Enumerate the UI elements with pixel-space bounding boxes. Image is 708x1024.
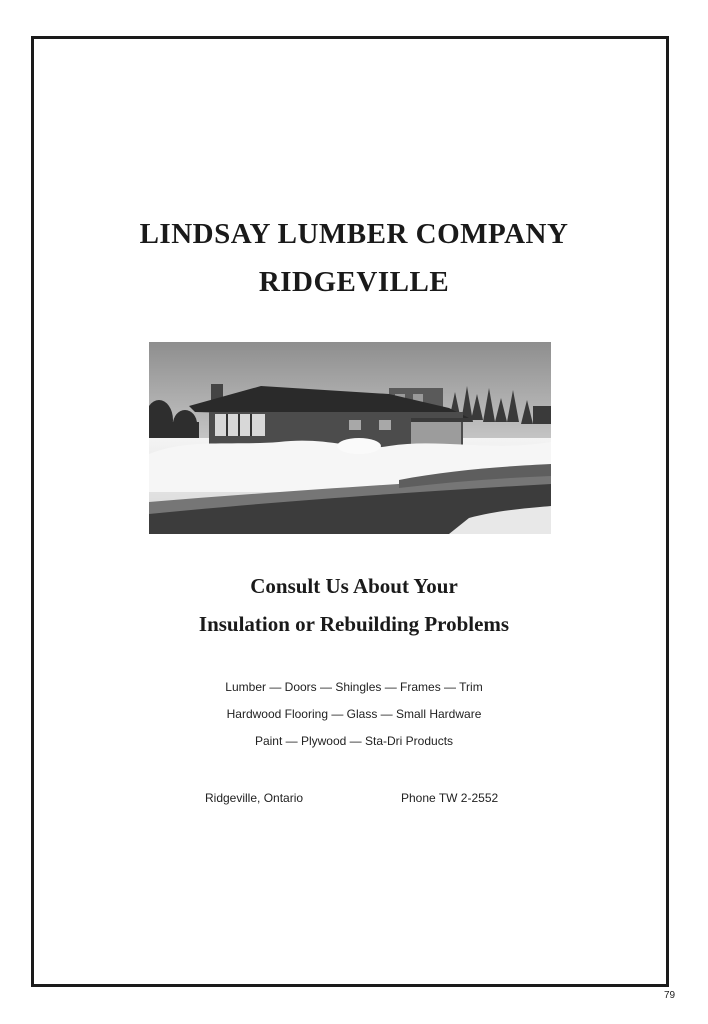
product-line-3: Paint — Plywood — Sta-Dri Products <box>254 734 454 748</box>
headline-line-1: Consult Us About Your <box>250 574 458 598</box>
company-phone: Phone TW 2-2552 <box>401 791 499 805</box>
company-location: Ridgeville, Ontario <box>205 791 304 805</box>
company-name: LINDSAY LUMBER COMPANY <box>139 218 569 250</box>
page-number: 79 <box>664 990 676 1001</box>
product-line-2: Hardwood Flooring — Glass — Small Hardware <box>226 707 482 721</box>
house-photo <box>149 342 551 534</box>
product-line-1: Lumber — Doors — Shingles — Frames — Trim <box>225 680 483 694</box>
company-town: RIDGEVILLE <box>258 266 450 298</box>
headline-line-2: Insulation or Rebuilding Problems <box>198 612 510 636</box>
